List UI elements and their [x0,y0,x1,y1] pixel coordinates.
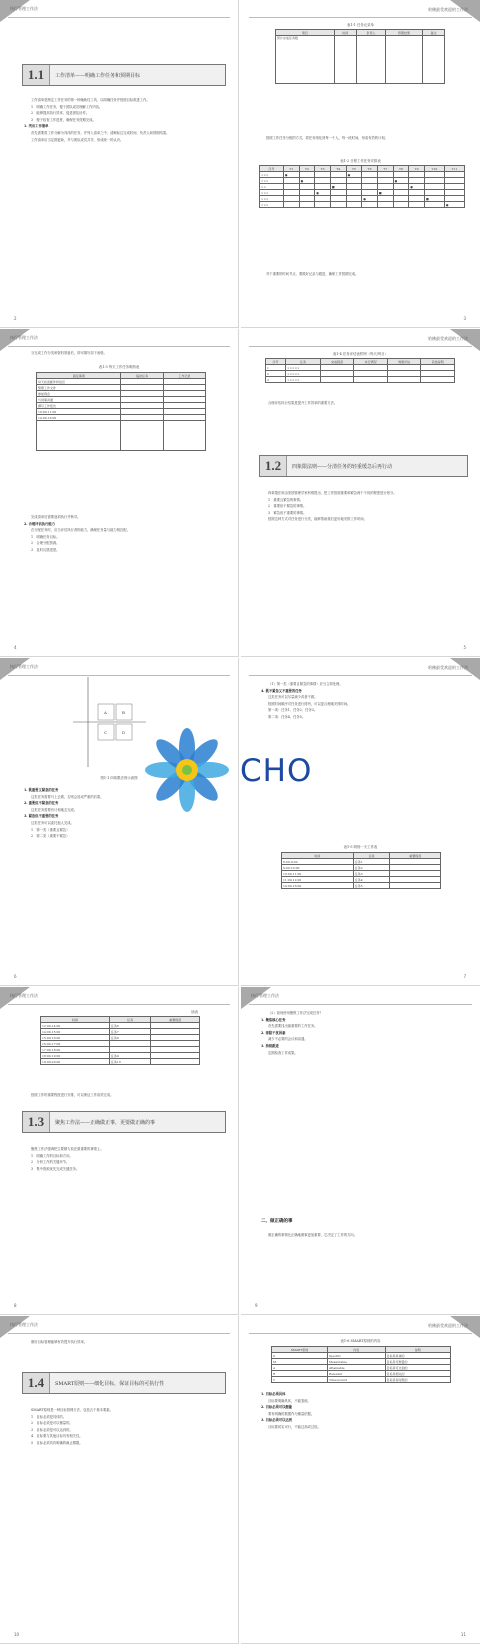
list-item: 2 重要但不紧急的事情。 [268,504,307,509]
table-cell: Specific [327,1353,385,1359]
page-number: 7 [463,974,466,979]
list-item: 3 紧急但不重要的事情。 [268,510,307,515]
table-cell: 目标是可衡量的 [385,1359,451,1365]
page-number: 11 [460,1632,466,1637]
running-header: 执行管理工作法 [10,335,38,340]
task-evaluation-table [265,358,455,383]
quadrant-label: A [104,710,107,715]
page-6 [0,658,239,986]
table-cell: 9:00-10:00 [282,865,354,871]
paragraph: 做好目标管理能够有效提升执行效率。 [31,1340,88,1344]
table-header: T10 [424,166,444,172]
table-caption: 表1-3 每天工作任务明细表 [98,365,140,369]
table-cell [346,202,362,208]
header-rule [249,17,472,18]
table-cell: ● [444,202,464,208]
flower-logo-icon [140,725,235,815]
subheading: 2. 排除干扰因素 [261,1030,286,1035]
table-header: 临时任务 [121,373,163,379]
subheading: 1. 列出工作清单 [24,124,49,129]
table-header: 任务 [109,1017,150,1023]
table-header: 序号 [266,359,286,365]
table-cell: ● [362,196,378,202]
page-number: 3 [463,316,466,321]
page-number: 10 [14,1632,20,1637]
table-cell: 10:00-11:00 [282,871,354,877]
table-cell: 10:00-11:00 [37,409,121,415]
table-cell: 2 [266,371,286,377]
table-cell: M [272,1359,328,1365]
table-cell: 17:00-18:00 [41,1047,110,1053]
body-text [24,1340,224,1347]
table-cell [386,36,423,84]
page-11 [241,1316,480,1644]
quadrant-label: C [104,730,108,735]
table-header: 重要程度 [151,1017,200,1023]
body-text [259,272,466,279]
section-banner [259,455,468,477]
table-header: T8 [393,166,409,172]
subheading: 2. 合理评估执行能力 [24,521,55,526]
table-cell [421,377,455,383]
table-cell: ● [346,172,362,178]
body-text [24,1408,224,1448]
paragraph: 按照工作任务分配的方式，将任务细化到每一个人，每一段时间，形成有效的计划。 [266,136,388,140]
header-rule [8,346,230,347]
table-cell: 撰写工作报告 [37,403,121,409]
page-number: 6 [14,974,17,979]
list-item: 2 目标必须是可以衡量的。 [31,1421,73,1426]
table-cell: Time-bound [327,1377,385,1383]
subheading: 1. 目标必须具体 [261,1392,286,1396]
table-cell: 任务6 [109,1023,150,1029]
section-banner [22,1111,226,1133]
paragraph: 按照时间顺序对任务进行排列，可以更合理地安排时间。 [268,701,351,706]
table-cell [377,202,393,208]
page-number: 4 [14,645,17,650]
table-cell: 任务3 [353,871,390,877]
section-title: SMART原则——细化目标，保证目标的可执行性 [55,1380,165,1387]
table-cell [390,883,441,889]
table-cell: 任务4 [353,877,390,883]
continued-label: 续表 [191,1010,198,1014]
table-cell: ××× [260,196,284,202]
table-caption: 表1-6 SMART原则的内容 [340,1339,381,1343]
paragraph: 工作清单是制定工作任务的第一种辅助性工具，以明确任务并按照目标推进工作。 [31,98,150,102]
table-cell: 目标是有时限的 [385,1377,451,1383]
running-header: 哈佛最受欢迎的工作法 [428,7,468,12]
paragraph: 定期检查工作成果。 [268,1050,298,1055]
table-cell: ××××× [286,365,321,371]
list-item: 3 集中资源优先完成关键任务。 [31,1166,80,1171]
paragraph: 按照工作的重要程度进行安排，可以保证工作高效完成。 [31,1093,114,1097]
paragraph: 工作清单应当定期更新，并与团队成员共享，形成统一的认识。 [31,137,124,142]
table-header: 备注 [422,30,444,36]
paragraph: （2）如何使用聚焦工作法完成任务？ [268,1011,323,1015]
table-header: T5 [346,166,362,172]
table-cell [362,202,378,208]
table-cell [320,377,354,383]
section-title: 四象限法则——分清任务的轻重缓急后再行动 [292,463,393,470]
body-text [24,1147,224,1173]
paragraph: 目标要明确具体，不能笼统。 [268,1398,311,1403]
section-title: 工作清单——明确工作任务和预期目标 [55,72,141,79]
list-item: 3 便于检查工作进度，确保任务按期完成。 [31,117,96,122]
subheading: 4. 既不紧急又不重要的任务 [261,688,302,693]
daily-task-table [36,372,206,451]
table-header: 项目 [276,30,335,36]
paragraph: 这类任务可以尽量减少或者不做。 [268,695,318,700]
table-cell [422,36,444,84]
body-text [24,98,224,144]
running-header: 执行管理工作法 [10,1322,38,1327]
page-number: 2 [14,316,17,321]
table-cell: 12:00-14:00 [41,1023,110,1029]
subheading: 3. 持续跟进 [261,1043,279,1048]
table-cell [393,202,409,208]
table-cell [121,421,163,451]
table-cell: 14:00-15:00 [41,1029,110,1035]
quadrant-label: D [122,730,126,735]
paragraph: 首先需要找出最重要的工作任务。 [268,1024,318,1029]
table-cell: R [272,1371,328,1377]
body-text [261,401,466,408]
paragraph: 聚焦工作法强调把主要精力放在最重要的事情上。 [31,1147,104,1151]
table-cell: 14:00-16:00 [37,415,121,421]
paragraph: 这类任务可以委托他人完成。 [31,820,74,825]
table-cell [315,202,331,208]
table-cell: ×× [260,184,284,190]
table-cell: 参加例会 [37,391,121,397]
body-text [261,1392,466,1432]
list-item: 3 目标必须是可以达到的。 [31,1427,73,1432]
table-cell [283,202,299,208]
paragraph: 做正确的事情比正确地做事更加重要，它决定了工作的方向。 [268,1233,358,1237]
table-cell [354,377,388,383]
table-caption: 表1-1 任务记录单 [347,23,374,27]
running-header: 执行管理工作法 [251,993,279,998]
table-cell: 目标是具体的 [385,1353,451,1359]
list-item: 1 明确工作的目标和方向。 [31,1153,73,1158]
table-header: 预期结果 [386,30,423,36]
table-cell: Attainable [327,1365,385,1371]
list-item: 1 第一类（重要且紧急） [31,827,70,832]
table-cell: Measurable [327,1359,385,1365]
table-cell: ××× [260,172,284,178]
schedule-table [259,165,465,208]
table-header: T9 [409,166,425,172]
table-header: 效果评估 [387,359,421,365]
table-cell [37,421,121,451]
table-cell: ××××× [286,371,321,377]
paragraph: 在分配任务时，应当评估执行者的能力，确保任务量与能力相匹配。 [31,528,130,533]
table-header: 其他说明 [421,359,455,365]
table-header: 内容 [327,1347,385,1353]
quadrant-label: B [122,710,125,715]
header-rule [249,1004,472,1005]
running-header: 哈佛最受欢迎的工作法 [428,1323,468,1328]
table-cell: 15:00-16:00 [41,1035,110,1041]
body-text [24,515,224,555]
body-text [261,1233,466,1240]
running-header: 哈佛最受欢迎的工作法 [428,336,468,341]
table-cell [330,202,346,208]
section-number: 1.3 [23,1112,50,1132]
sub-heading [261,1219,466,1226]
table-cell: 与同事沟通 [37,397,121,403]
table-cell: 8:00-9:00 [282,859,354,865]
subheading: 2. 目标必须可以衡量 [261,1405,292,1410]
header-rule [8,1004,230,1005]
table-cell [424,202,444,208]
table-cell: 任务2 [353,865,390,871]
table-cell: ××× [260,190,284,196]
table-cell: ● [283,172,299,178]
table-cell: ■ [424,196,444,202]
paragraph: 第二项：任务4、任务5。 [268,714,306,719]
table-cell: ■ [377,190,393,196]
header-rule [8,1333,230,1334]
section-number: 1.2 [260,456,287,476]
paragraph: （1）第一类（重要且紧急的事情）应当立即处理。 [268,682,343,686]
logo-text: CHO [240,753,313,789]
table-cell: ● [299,178,315,184]
table-header: T3 [315,166,331,172]
subheading: 3. 紧急但不重要的任务 [24,814,59,819]
figure-caption: 图1-1 四象限法则示意图 [100,776,138,780]
table-header: 序号 [260,166,284,172]
table-cell [163,421,205,451]
table-cell: 18:00-19:00 [41,1053,110,1059]
subheading: 二、做正确的事 [261,1219,293,1224]
list-item: 2 分析工作的关键环节。 [31,1160,70,1165]
table-header: 任务 [353,853,390,859]
table-cell [356,36,385,84]
table-cell: ● [393,178,409,184]
paragraph: 首先需要将工作分解为具体的任务，并列入清单之中，清晰标注完成时间、负责人和预期结果。 [31,130,170,135]
header-rule [249,675,472,676]
paragraph: 这类任务需要马上去做，否则会造成严重的后果。 [31,794,104,799]
paragraph: 对于重要的时间节点，要做好记录与跟进，确保工作按期完成。 [266,272,359,276]
section-banner [22,64,226,86]
cho-watermark-logo [140,725,360,815]
table-header: 执行情况 [354,359,388,365]
table-cell: 任务9 [109,1053,150,1059]
section-number: 1.4 [23,1373,50,1393]
table-cell: ● [315,190,331,196]
running-header: 执行管理工作法 [10,993,38,998]
paragraph: 按照这种方式对任务进行分类，能够帮助我们更好地安排工作时间。 [268,517,367,522]
table-caption: 表1-4 任务评估表样例（每天/每日） [332,352,389,356]
table-header: 工作记录 [163,373,205,379]
list-item: 1 重要且紧急的事情。 [268,497,304,502]
table-cell: 任务8 [109,1035,150,1041]
table-header: T11 [444,166,464,172]
page-7 [241,658,480,986]
body-text [24,1093,224,1100]
table-cell [334,36,356,84]
table-cell: 11:00-12:00 [282,877,354,883]
paragraph: 第一项：任务1、任务2、任务3。 [268,708,318,713]
page-number: 5 [463,645,466,650]
table-header: 完成程度 [320,359,354,365]
list-item: 5 目标必须具有明确的截止期限。 [31,1440,83,1445]
table-header: T2 [299,166,315,172]
table-header: T7 [377,166,393,172]
list-item: 2 能够提高执行效率，促进团队协作。 [31,111,90,116]
table-cell: 1 [266,365,286,371]
table-cell: S [272,1353,328,1359]
table-cell: 目标是相关的 [385,1371,451,1377]
table-cell: 16:00-17:00 [41,1041,110,1047]
table-header: 时间 [41,1017,110,1023]
table-header: SMART原则 [272,1347,328,1353]
table-header: 时间 [334,30,356,36]
list-item: 4 目标要与其他目标具有相关性。 [31,1434,83,1439]
body-text [24,351,224,358]
body-text [261,491,466,524]
list-item: 2 合理分配资源。 [31,541,60,546]
table-cell: A [272,1365,328,1371]
table-cell: 任务7 [109,1029,150,1035]
paragraph: 目标要切实可行，不能过高或过低。 [268,1424,321,1429]
section-banner [22,1372,226,1394]
table-cell: 任务5 [353,883,390,889]
list-item: 1 明确工作任务，便于团队成员理解工作内容。 [31,104,103,109]
page-4 [0,329,239,657]
body-text [259,136,466,143]
page-10 [0,1316,239,1644]
table-cell: 19:00-20:00 [41,1059,110,1065]
subheading: 1. 聚焦核心任务 [261,1017,286,1022]
paragraph: 当完成工作分类和资料准备后，即可填写如下表格。 [31,351,107,355]
running-header: 哈佛最受欢迎的工作法 [428,665,468,670]
list-item: 1 明确任务目标。 [31,534,60,539]
table-cell: 任务1 [353,859,390,865]
header-rule [249,1333,472,1334]
table-cell: 整理工作文件 [37,385,121,391]
table-header: 时间 [282,853,354,859]
table-cell: 3 [266,377,286,383]
table-header: T4 [330,166,346,172]
table-header: 说明 [385,1347,451,1353]
subheading: 2. 重要但不紧急的任务 [24,801,59,806]
table-cell [299,202,315,208]
table-header: T1 [283,166,299,172]
table-cell: Relevant [327,1371,385,1377]
page-5 [241,329,480,657]
table-header: 固定事项 [37,373,121,379]
page-2 [0,0,239,328]
smart-table [271,1346,451,1383]
table-cell: 14:00-16:00 [282,883,354,889]
header-rule [249,346,472,347]
table-cell [387,377,421,383]
section-title: 聚焦工作法——正确做正事，更要做正确的事 [55,1119,156,1126]
table-cell [409,202,425,208]
page-3 [241,0,480,328]
table-cell: ■ [330,184,346,190]
table-cell: ××× [260,178,284,184]
paragraph: 完成清单后需要逐项执行并核对。 [31,515,81,519]
list-item: 2 第二类（重要不紧急） [31,834,70,839]
list-item: 1 目标必须是具体的。 [31,1414,67,1419]
paragraph: SMART原则是一种目标管理方法，包括五个基本要素。 [31,1408,113,1412]
body-text [261,682,466,722]
continued-schedule-table [40,1016,200,1065]
paragraph: 这类任务需要有计划地去完成。 [31,807,78,812]
page-number: 8 [14,1303,17,1308]
paragraph: 合理评估执行结果是提升工作效率的重要方法。 [268,401,338,405]
page-8 [0,987,239,1315]
table-cell: T [272,1377,328,1383]
table-cell: 每天检查邮件和信息 [37,379,121,385]
table-cell: 预计完成任务数 [276,36,335,84]
table-cell: ××× [260,202,284,208]
paragraph: 四象限法则由美国管理学家科维提出，把工作按照重要和紧急两个不同的程度进行划分。 [268,491,397,495]
task-record-table [275,29,445,84]
paragraph: 减少不必要的会议和沟通。 [268,1037,308,1042]
table-header: 重要程度 [390,853,441,859]
table-cell: ● [409,184,425,190]
list-item: 3 及时反馈进度。 [31,547,60,552]
table-header: 负责人 [356,30,385,36]
table-header: T6 [362,166,378,172]
paragraph: 要有明确的数据作为衡量依据。 [268,1411,315,1416]
table-cell: 任务10 [109,1059,150,1065]
page-number: 9 [255,1303,258,1308]
table-header: 任务 [286,359,321,365]
table-cell: ××××× [286,377,321,383]
table-cell: 目标是可达到的 [385,1365,451,1371]
subheading: 1. 既重要又紧急的任务 [24,788,59,792]
day-schedule-table [281,852,441,889]
table-cell [151,1059,200,1065]
section-number: 1.1 [23,65,50,85]
quadrant-diagram [68,672,148,772]
running-header: 执行管理工作法 [10,664,38,669]
header-rule [8,17,230,18]
table-caption: 表1-5 明细一天工作表 [343,845,378,849]
body-text [261,1011,466,1057]
page-9 [241,987,480,1315]
table-caption: 表1-2 日程工作任务安排表 [340,159,381,163]
subheading: 3. 目标必须可以达到 [261,1418,292,1423]
running-header: 执行管理工作法 [10,6,38,11]
